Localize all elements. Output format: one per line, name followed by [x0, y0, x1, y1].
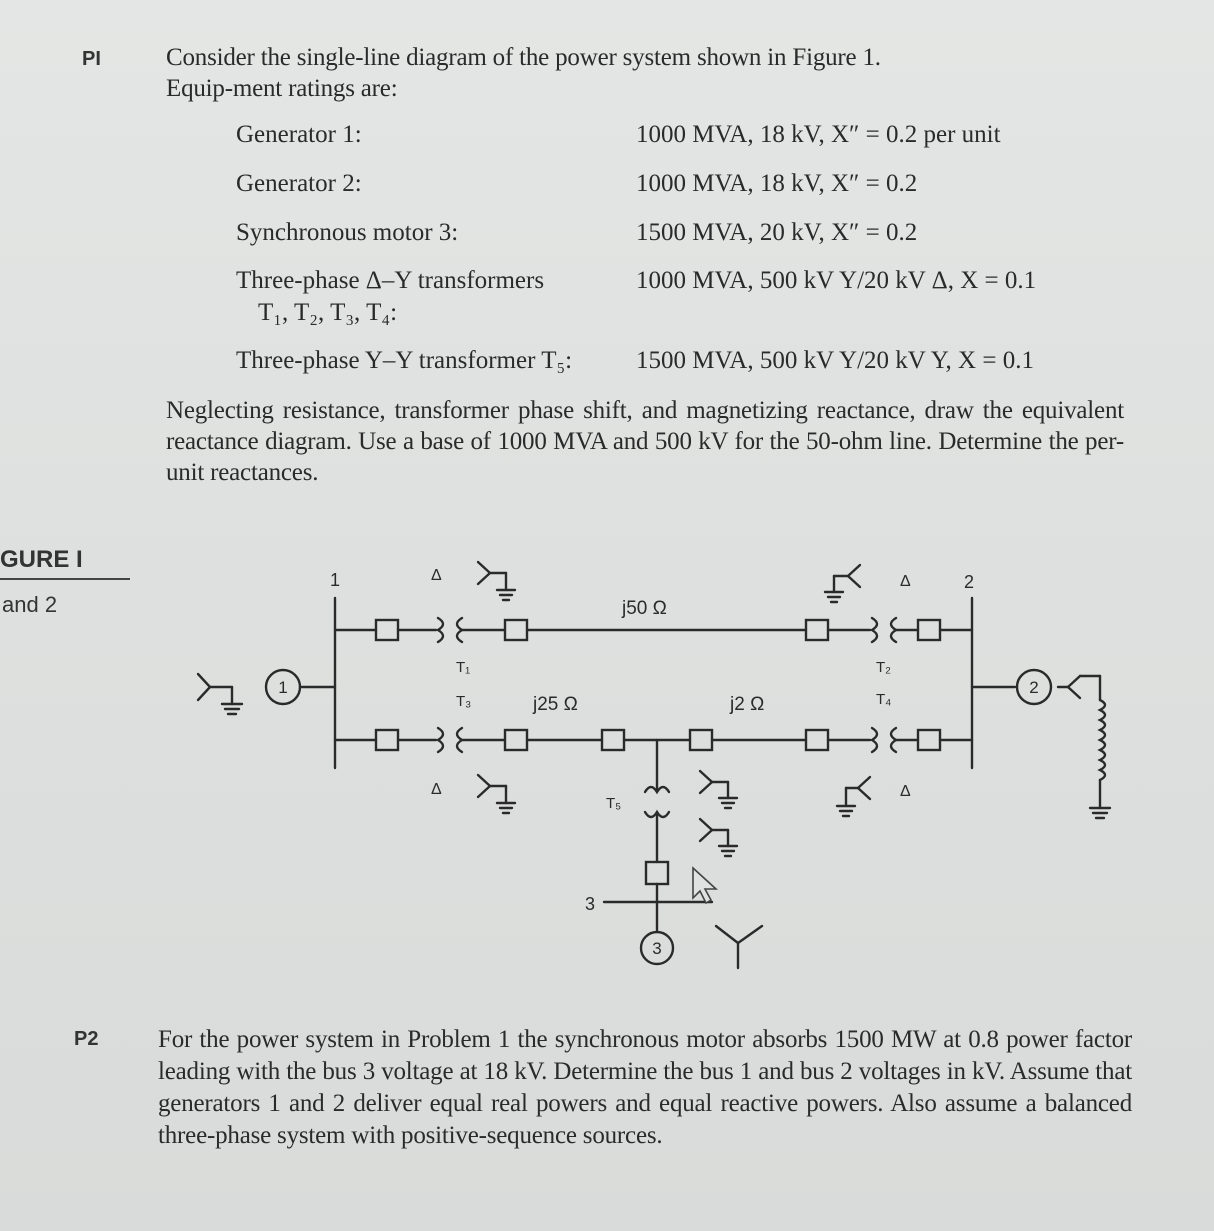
breaker-bot-5	[806, 730, 828, 750]
rating-value-gen2: 1000 MVA, 18 kV, X″ = 0.2	[636, 170, 918, 197]
line-50-label: j50 Ω	[622, 598, 667, 619]
rating-name-transformers: Three-phase Δ–Y transformers	[236, 267, 545, 294]
bus-2-label: 2	[964, 572, 975, 592]
motor-3-label: 3	[652, 939, 662, 958]
problem-2-paragraph: For the power system in Problem 1 the synchronous motor absorbs 1500 MW at 0.8 power factor leading with the bus 3 voltage at 18 kV. Determine the bus 1 and bus 2 voltages in kV. Assume that generators 1 and 2 deliver equal real powers and equal reactive powers. Also assume a balanced three-phase system with positive-sequence sources.	[158, 1026, 1132, 1149]
breaker-bot-1	[376, 730, 398, 750]
rating-value-transformers: 1000 MVA, 500 kV Y/20 kV Δ, X = 0.1	[636, 267, 1037, 294]
t1-wye-ground-icon	[478, 562, 515, 600]
t5-wye-ground-icon-upper	[700, 771, 737, 808]
t2-winding-left	[872, 618, 877, 642]
figure-subcaption: and 2	[2, 592, 58, 617]
problem-1-paragraph: Neglecting resistance, transformer phase shift, and magnetizing reactance, draw the equivalent reactance diagram. Use a base of 1000 MVA and 500 kV for the 50-ohm line. Determine the per-unit reactances.	[166, 397, 1124, 486]
t3-delta-label: Δ	[431, 781, 442, 798]
gen2-wye-reactor-ground-icon	[1058, 676, 1110, 818]
t4-winding-left	[872, 728, 877, 752]
generator-2-label: 2	[1029, 678, 1039, 697]
intro-line-2: Equip-ment ratings are:	[166, 75, 398, 102]
t3-wye-ground-icon	[478, 775, 515, 813]
breaker-bot-3	[602, 730, 624, 750]
intro-line-1: Consider the single-line diagram of the power system shown in Figure 1.	[166, 44, 881, 71]
rating-name-motor3: Synchronous motor 3:	[236, 219, 459, 246]
mouse-pointer-icon	[693, 868, 716, 903]
t4-label: T₄	[876, 691, 892, 708]
t3-label: T₃	[456, 693, 472, 710]
t4-delta-label: Δ	[900, 783, 911, 800]
t1-winding-left	[438, 618, 443, 642]
t5-wye-ground-icon-lower	[700, 819, 737, 856]
t2-delta-label: Δ	[900, 573, 911, 590]
t1-label: T₁	[456, 659, 471, 676]
bus-1-label: 1	[330, 570, 341, 590]
rating-name-t5: Three-phase Y–Y transformer T₅:	[236, 347, 573, 374]
breaker-t5	[646, 862, 668, 884]
line-25-label: j25 Ω	[533, 694, 578, 715]
t1-delta-label: Δ	[431, 567, 442, 584]
t2-wye-ground-icon	[825, 565, 860, 602]
breaker-top-4	[918, 620, 940, 640]
line-2-label: j2 Ω	[730, 694, 765, 715]
t2-label: T₂	[876, 659, 891, 676]
t4-wye-ground-icon	[837, 777, 870, 816]
bus-3-label: 3	[585, 894, 596, 914]
t3-winding-left	[438, 728, 443, 752]
rating-value-t5: 1500 MVA, 500 kV Y/20 kV Y, X = 0.1	[636, 347, 1034, 374]
rating-name-gen1: Generator 1:	[236, 121, 362, 148]
breaker-bot-4	[690, 730, 712, 750]
figure-caption: GURE I	[0, 546, 83, 573]
breaker-top-3	[806, 620, 828, 640]
t5-label: T₅	[606, 795, 622, 812]
gen1-wye-ground-icon	[198, 674, 242, 714]
breaker-bot-2	[505, 730, 527, 750]
problem-2-label: P2	[74, 1028, 99, 1050]
rating-name-gen2: Generator 2:	[236, 170, 362, 197]
rating-name-transformers-list: T₁, T₂, T₃, T₄:	[258, 299, 398, 326]
motor3-wye-icon	[716, 926, 762, 968]
breaker-bot-6	[918, 730, 940, 750]
rating-value-motor3: 1500 MVA, 20 kV, X″ = 0.2	[636, 219, 918, 246]
problem-1-label: PI	[82, 48, 101, 70]
breaker-top-1	[376, 620, 398, 640]
breaker-top-2	[505, 620, 527, 640]
rating-value-gen1: 1000 MVA, 18 kV, X″ = 0.2 per unit	[636, 121, 1001, 148]
generator-1-label: 1	[278, 678, 288, 697]
